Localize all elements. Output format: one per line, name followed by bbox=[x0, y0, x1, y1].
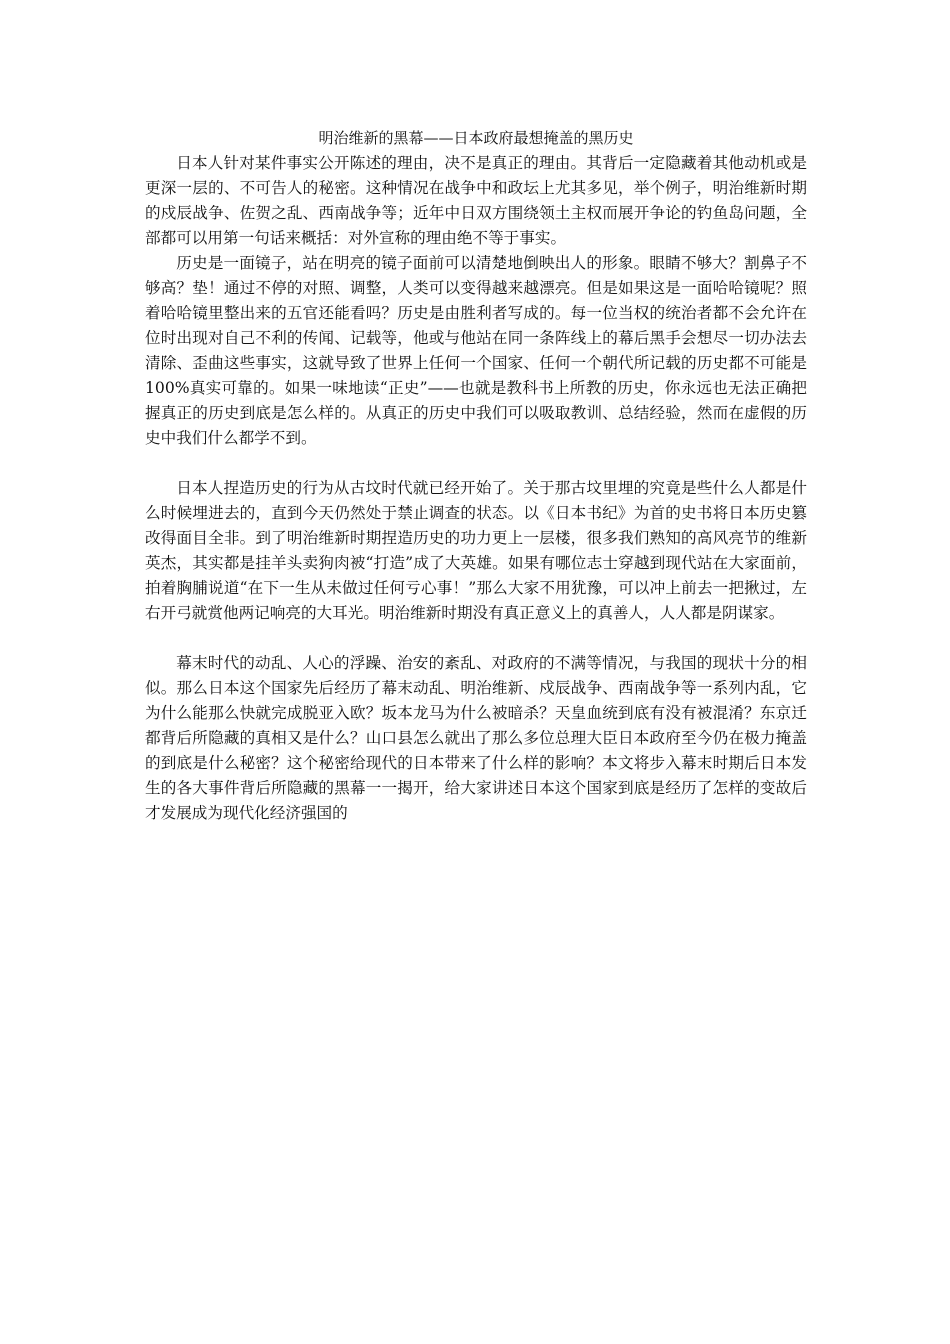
document-page bbox=[145, 126, 807, 826]
paragraph-fabrication: 日本人捏造历史的行为从古坟时代就已经开始了。关于那古坟里埋的究竟是些什么人都是什么时候埋进去的，直到今天仍然处于禁止调查的状态。以《日本书纪》为首的史书将日本历史篡改得面目全非。到了明治维新时期捏造历史的功力更上一层楼，很多我们熟知的高风亮节的维新英杰，其实都是挂羊头卖狗肉被“打造”成了大英雄。如果有哪位志士穿越到现代站在大家面前，拍着胸脯说道“在下一生从未做过任何亏心事！”那么大家不用犹豫，可以冲上前去一把揪过，左右开弓就赏他两记响亮的大耳光。明治维新时期没有真正意义上的真善人，人人都是阴谋家。 bbox=[145, 479, 807, 622]
paragraph-intro: 日本人针对某件事实公开陈述的理由，决不是真正的理由。其背后一定隐藏着其他动机或是更深一层的、不可告人的秘密。这种情况在战争中和政坛上尤其多见，举个例子，明治维新时期的戍辰战争、佐贺之乱、西南战争等；近年中日双方围绕领土主权而展开争论的钓鱼岛问题，全部都可以用第一句话来概括：对外宣称的理由绝不等于事实。 bbox=[145, 154, 807, 247]
paragraph-spacer bbox=[145, 626, 807, 651]
paragraph-bakumatsu: 幕末时代的动乱、人心的浮躁、治安的紊乱、对政府的不满等情况，与我国的现状十分的相似。那么日本这个国家先后经历了幕末动乱、明治维新、戍辰战争、西南战争等一系列内乱，它为什么能那么快就完成脱亚入欧？坂本龙马为什么被暗杀？天皇血统到底有没有被混淆？东京迁都背后所隐藏的真相又是什么？山口县怎么就出了那么多位总理大臣日本政府至今仍在极力掩盖的到底是什么秘密？这个秘密给现代的日本带来了什么样的影响？本文将步入幕末时期后日本发生的各大事件背后所隐藏的黑幕一一揭开，给大家讲述日本这个国家到底是经历了怎样的变故后才发展成为现代化经济强国的 bbox=[145, 654, 807, 822]
paragraph-spacer bbox=[145, 451, 807, 476]
document-title: 明治维新的黑幕——日本政府最想掩盖的黑历史 bbox=[318, 129, 634, 147]
paragraph-history-mirror: 历史是一面镜子，站在明亮的镜子面前可以清楚地倒映出人的形象。眼睛不够大？割鼻子不够高？垫！通过不停的对照、调整，人类可以变得越来越漂亮。但是如果这是一面哈哈镜呢？照着哈哈镜里整出来的五官还能看吗？历史是由胜利者写成的。每一位当权的统治者都不会允许在位时出现对自己不利的传闻、记载等，他或与他站在同一条阵线上的幕后黑手会想尽一切办法去清除、歪曲这些事实，这就导致了世界上任何一个国家、任何一个朝代所记载的历史都不可能是100%真实可靠的。如果一味地读“正史”——也就是教科书上所教的历史，你永远也无法正确把握真正的历史到底是怎么样的。从真正的历史中我们可以吸取教训、总结经验，然而在虚假的历史中我们什么都学不到。 bbox=[145, 254, 807, 447]
